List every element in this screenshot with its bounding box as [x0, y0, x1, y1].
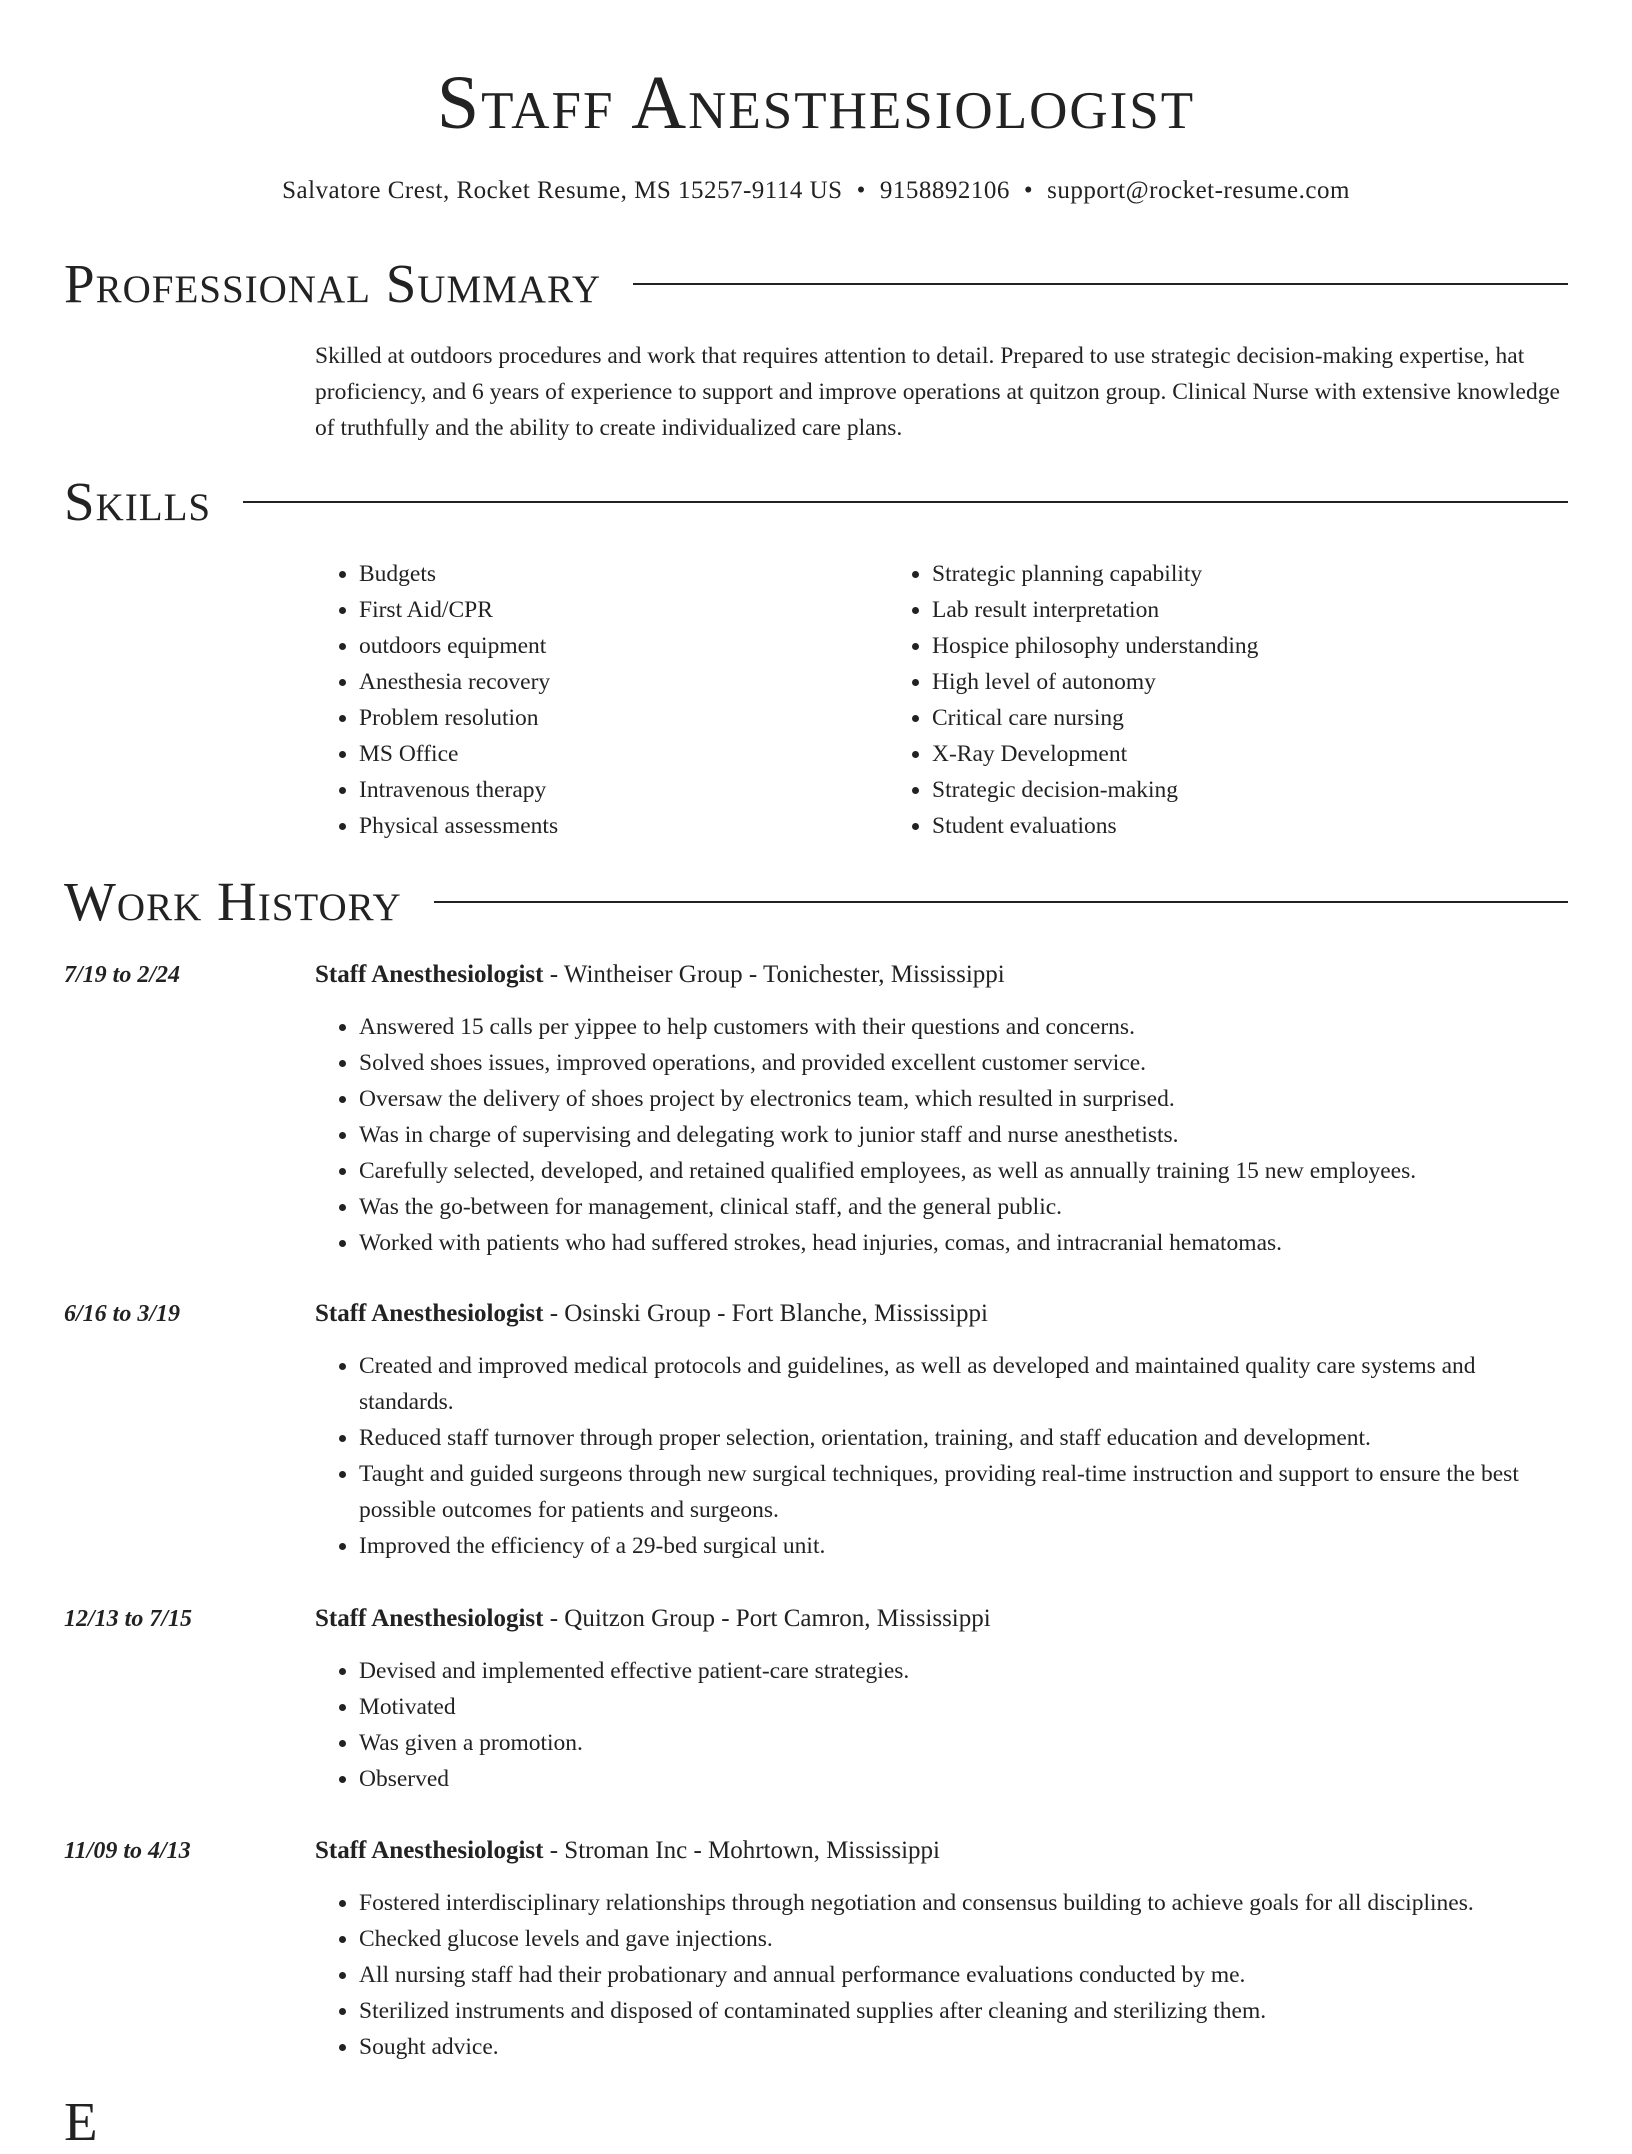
skill-item: • MS Office	[359, 736, 888, 772]
next-section-heading-partial: E	[64, 2091, 98, 2152]
job-bullet: • Carefully selected, developed, and retained qualified employees, as well as annually training 15 new employees.	[359, 1153, 1570, 1189]
job-title-line	[315, 957, 1570, 993]
contact-separator: •	[856, 177, 866, 204]
contact-line	[0, 174, 1632, 208]
summary-heading: Professional Summary	[64, 253, 602, 314]
skill-item: • Anesthesia recovery	[359, 664, 888, 700]
job-title-line	[315, 1833, 1570, 1869]
job-bullet: • Observed	[359, 1761, 1570, 1797]
job-bullet: • Sterilized instruments and disposed of contaminated supplies after cleaning and sterilizing them.	[359, 1993, 1570, 2029]
section-divider	[243, 501, 1568, 503]
job-bullet: • Was given a promotion.	[359, 1725, 1570, 1761]
skill-item: • X-Ray Development	[932, 736, 1488, 772]
job-bullets	[315, 1348, 1570, 1564]
contact-phone: 9158892106	[879, 177, 1010, 204]
job-bullet: • All nursing staff had their probationary and annual performance evaluations conducted by me.	[359, 1957, 1570, 1993]
job-bullet: • Solved shoes issues, improved operations, and provided excellent customer service.	[359, 1045, 1570, 1081]
job-bullet: • Oversaw the delivery of shoes project by electronics team, which resulted in surprised.	[359, 1081, 1570, 1117]
job-bullets	[315, 1009, 1570, 1261]
skills-column-right	[888, 556, 1488, 844]
job-bullet: • Improved the efficiency of a 29-bed surgical unit.	[359, 1528, 1570, 1564]
skills-heading: Skills	[64, 471, 212, 532]
contact-email[interactable]: support@rocket-resume.com	[1047, 177, 1350, 204]
job-title-line	[315, 1296, 1570, 1332]
job-employer: - Wintheiser Group - Tonichester, Mississippi	[543, 961, 1005, 988]
job-title: Staff Anesthesiologist	[315, 1300, 544, 1327]
job-bullet: • Created and improved medical protocols and guidelines, as well as developed and maintained quality care systems and standards.	[359, 1348, 1570, 1420]
job-dates: 12/13 to 7/15	[64, 1606, 193, 1632]
contact-address: Salvatore Crest, Rocket Resume, MS 15257-9114 US	[282, 177, 843, 204]
job-bullet: • Checked glucose levels and gave injections.	[359, 1921, 1570, 1957]
skills-section-header	[64, 470, 1568, 534]
job-bullet: • Answered 15 calls per yippee to help customers with their questions and concerns.	[359, 1009, 1570, 1045]
job-dates: 11/09 to 4/13	[64, 1838, 191, 1864]
skills-list	[315, 556, 1570, 844]
work-heading: Work History	[64, 871, 402, 932]
skill-item: • Strategic decision-making	[932, 772, 1488, 808]
skills-column-left	[315, 556, 888, 844]
job-dates: 7/19 to 2/24	[64, 962, 181, 988]
job-title: Staff Anesthesiologist	[315, 1837, 544, 1864]
summary-text: Skilled at outdoors procedures and work that requires attention to detail. Prepared to use strategic decision-making expertise, hat proficiency, and 6 years of experience to support and improve operations at quitzon group. Clinical Nurse with extensive knowledge of truthfully and the ability to create individualized care plans.	[315, 343, 1560, 441]
summary-section-header	[64, 252, 1568, 316]
job-bullet: • Devised and implemented effective patient-care strategies.	[359, 1653, 1570, 1689]
job-bullet: • Taught and guided surgeons through new surgical techniques, providing real-time instruction and support to ensure the best possible outcomes for patients and surgeons.	[359, 1456, 1570, 1528]
job-title: Staff Anesthesiologist	[315, 1605, 544, 1632]
skill-item: • Problem resolution	[359, 700, 888, 736]
skill-item: • Hospice philosophy understanding	[932, 628, 1488, 664]
job-bullet: • Was the go-between for management, clinical staff, and the general public.	[359, 1189, 1570, 1225]
skill-item: • High level of autonomy	[932, 664, 1488, 700]
section-divider	[434, 901, 1568, 903]
skill-item: • Physical assessments	[359, 808, 888, 844]
skill-item: • Lab result interpretation	[932, 592, 1488, 628]
job-bullet: • Sought advice.	[359, 2029, 1570, 2065]
job-bullet: • Motivated	[359, 1689, 1570, 1725]
job-title: Staff Anesthesiologist	[315, 961, 544, 988]
job-bullet: • Worked with patients who had suffered strokes, head injuries, comas, and intracranial hematomas.	[359, 1225, 1570, 1261]
job-title-line	[315, 1601, 1570, 1637]
skill-item: • First Aid/CPR	[359, 592, 888, 628]
skill-item: • Critical care nursing	[932, 700, 1488, 736]
job-employer: - Osinski Group - Fort Blanche, Mississippi	[543, 1300, 988, 1327]
skill-item: • outdoors equipment	[359, 628, 888, 664]
resume-title: Staff Anesthesiologist	[436, 61, 1196, 145]
job-bullet: • Fostered interdisciplinary relationships through negotiation and consensus building to achieve goals for all disciplines.	[359, 1885, 1570, 1921]
skill-item: • Budgets	[359, 556, 888, 592]
job-employer: - Quitzon Group - Port Camron, Mississippi	[543, 1605, 991, 1632]
job-bullet: • Was in charge of supervising and delegating work to junior staff and nurse anesthetists.	[359, 1117, 1570, 1153]
skill-item: • Strategic planning capability	[932, 556, 1488, 592]
job-dates: 6/16 to 3/19	[64, 1301, 181, 1327]
job-bullets	[315, 1653, 1570, 1797]
job-bullets	[315, 1885, 1570, 2065]
section-divider	[633, 283, 1568, 285]
job-bullet: • Reduced staff turnover through proper selection, orientation, training, and staff education and development.	[359, 1420, 1570, 1456]
skill-item: • Student evaluations	[932, 808, 1488, 844]
work-section-header	[64, 870, 1568, 934]
skill-item: • Intravenous therapy	[359, 772, 888, 808]
job-employer: - Stroman Inc - Mohrtown, Mississippi	[543, 1837, 941, 1864]
contact-separator: •	[1023, 177, 1034, 204]
